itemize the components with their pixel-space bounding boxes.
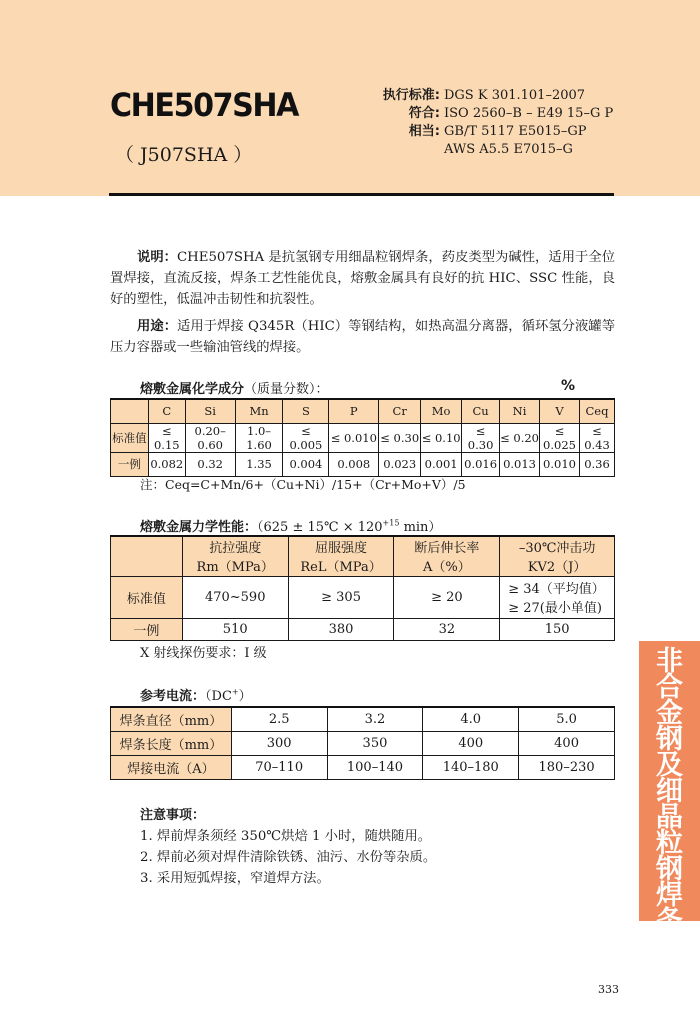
table-cell: 0.004 (283, 452, 329, 476)
standard-row (360, 123, 613, 141)
standard-row (360, 141, 613, 159)
header-line: 断后伸长率 (414, 541, 480, 557)
table-cell: 0.36 (579, 452, 614, 476)
standard-label: 符合: (408, 106, 440, 121)
table-cell: 5.0 (519, 707, 615, 731)
alt-code: （ J507SHA ） (115, 144, 253, 166)
impact-line: ≥ 34（平均值） (508, 582, 605, 597)
impact-line: ≥ 27(最小单值) (508, 601, 602, 616)
mechanical-condition (257, 520, 441, 535)
column-header: Cu (462, 399, 500, 423)
side-category-text: 非合金钢及细晶粒钢焊条 (656, 646, 683, 937)
notice-item: 1. 焊前焊条须经 350℃烘焙 1 小时，随烘随用。 (140, 829, 432, 844)
chemistry-subtitle: （质量分数）： (244, 382, 329, 397)
header-rule (109, 193, 614, 196)
table-cell: 4.0 (423, 707, 519, 731)
row-label: 焊条直径（mm） (111, 707, 232, 731)
standards-list (360, 87, 613, 159)
row-label: 一例 (111, 618, 183, 640)
table-cell: ≤ 0.10 (421, 423, 462, 452)
column-header (500, 536, 615, 576)
table-cell: 470~590 (182, 576, 288, 618)
side-category-tab (639, 641, 700, 937)
table-row (111, 576, 615, 618)
table-cell: 0.016 (462, 452, 500, 476)
table-cell: 1.0–1.60 (235, 423, 283, 452)
table-cell: ≤ 0.43 (579, 423, 614, 452)
table-cell: ≥ 20 (394, 576, 500, 618)
standard-label: 相当: (408, 124, 440, 139)
subtitle-sup: + (231, 687, 239, 697)
table-cell: 0.010 (540, 452, 580, 476)
table-cell: 150 (500, 618, 615, 640)
table-row (111, 707, 615, 731)
chemistry-unit: % (561, 378, 576, 394)
standard-value: ISO 2560–B – E49 15–G P (444, 106, 614, 121)
chemistry-title (140, 378, 329, 397)
current-table (110, 706, 615, 780)
table-cell: 380 (288, 618, 394, 640)
table-cell: 300 (231, 731, 327, 755)
standard-label: 执行标准: (382, 88, 440, 103)
usage-text: 适用于焊接 Q345R（HIC）等钢结构，如热高温分离器，循环氢分液罐等压力容器或一些输油管线的焊接。 (110, 319, 616, 355)
table-cell (500, 576, 615, 618)
header-line: KV2（J） (527, 560, 587, 576)
mechanical-header-row (111, 536, 615, 576)
header-line: 抗拉强度 (209, 541, 262, 557)
mechanical-title (140, 516, 441, 535)
table-cell: 140–180 (423, 755, 519, 779)
table-cell: ≤ 0.025 (540, 423, 580, 452)
chemistry-title-text: 熔敷金属化学成分 (140, 382, 245, 397)
column-header: P (329, 399, 379, 423)
condition-end: min） (399, 520, 442, 535)
header-line: –30℃冲击功 (518, 541, 596, 557)
header-line: A（%） (422, 560, 471, 576)
standard-value: DGS K 301.101–2007 (444, 88, 586, 103)
standard-value: GB/T 5117 E5015–GP (444, 124, 587, 139)
table-cell: 0.023 (379, 452, 421, 476)
column-header: Mo (421, 399, 462, 423)
standard-value: AWS A5.5 E7015–G (444, 142, 573, 157)
column-header: Ceq (579, 399, 614, 423)
header-line: Rm（MPa） (196, 560, 274, 576)
standard-row (360, 87, 613, 105)
table-row (111, 452, 615, 476)
mechanical-title-text: 熔敷金属力学性能： (140, 520, 258, 535)
row-label: 一例 (111, 452, 149, 476)
condition-text: （625 ± 15℃ × 120 (257, 520, 383, 535)
column-header (288, 536, 394, 576)
table-cell: 400 (423, 731, 519, 755)
column-header: V (540, 399, 580, 423)
table-cell: ≤ 0.010 (329, 423, 379, 452)
table-cell: ≤ 0.30 (379, 423, 421, 452)
subtitle-text: （DC (205, 689, 232, 704)
usage-label: 用途： (137, 319, 178, 334)
chemistry-header-row (111, 399, 615, 423)
subtitle-end: ） (238, 689, 252, 704)
table-cell: 0.32 (185, 452, 235, 476)
table-row (111, 618, 615, 640)
column-header: Cr (379, 399, 421, 423)
column-header (182, 536, 288, 576)
table-row (111, 423, 615, 452)
table-cell: 180–230 (519, 755, 615, 779)
table-cell: 32 (394, 618, 500, 640)
description-label: 说明： (137, 250, 177, 265)
current-subtitle (205, 689, 252, 704)
table-cell: ≤ 0.20 (500, 423, 540, 452)
product-code: CHE507SHA (110, 86, 299, 124)
chemistry-table (110, 398, 615, 477)
standard-row (360, 105, 613, 123)
column-header (111, 399, 149, 423)
mechanical-table (110, 535, 615, 641)
notice-item: 2. 焊前必须对焊件清除铁锈、油污、水份等杂质。 (140, 850, 437, 865)
table-cell: 0.082 (148, 452, 185, 476)
row-label: 焊条长度（mm） (111, 731, 232, 755)
table-cell: 100–140 (327, 755, 423, 779)
table-cell: 3.2 (327, 707, 423, 731)
xray-note: X 射线探伤要求：I 级 (140, 646, 267, 661)
table-cell: 510 (182, 618, 288, 640)
column-header: C (148, 399, 185, 423)
table-cell: 400 (519, 731, 615, 755)
column-header (394, 536, 500, 576)
table-cell: 1.35 (235, 452, 283, 476)
column-header: Ni (500, 399, 540, 423)
header-line: ReL（MPa） (300, 560, 382, 576)
column-header: S (283, 399, 329, 423)
table-row (111, 731, 615, 755)
row-label: 标准值 (111, 423, 149, 452)
table-cell: ≤ 0.30 (462, 423, 500, 452)
table-cell: 70–110 (231, 755, 327, 779)
description-paragraph (110, 247, 615, 310)
current-title (140, 685, 252, 704)
table-cell: 0.013 (500, 452, 540, 476)
column-header: Si (185, 399, 235, 423)
column-header (111, 536, 183, 576)
table-cell: 0.001 (421, 452, 462, 476)
table-cell: 2.5 (231, 707, 327, 731)
table-cell: ≤ 0.15 (148, 423, 185, 452)
row-label: 标准值 (111, 576, 183, 618)
usage-paragraph (110, 316, 615, 358)
table-cell: ≥ 305 (288, 576, 394, 618)
header-line: 屈服强度 (315, 541, 368, 557)
notice-title: 注意事项： (140, 808, 206, 823)
ceq-note: 注：Ceq=C+Mn/6+（Cu+Ni）/15+（Cr+Mo+V）/5 (140, 477, 466, 492)
table-cell: 350 (327, 731, 423, 755)
table-cell: ≤ 0.005 (283, 423, 329, 452)
table-cell: 0.008 (329, 452, 379, 476)
condition-sup: +15 (382, 518, 400, 528)
row-label: 焊接电流（A） (111, 755, 232, 779)
column-header: Mn (235, 399, 283, 423)
page-number: 333 (598, 983, 619, 996)
table-row (111, 755, 615, 779)
description-text: CHE507SHA 是抗氢钢专用细晶粒钢焊条，药皮类型为碱性，适用于全位置焊接，直流反接，焊条工艺性能优良，熔敷金属具有良好的抗 HIC、SSC 性能，良好的塑性，低温冲击韧性和抗裂性。 (110, 250, 616, 307)
current-title-text: 参考电流： (140, 689, 206, 704)
table-cell: 0.20–0.60 (185, 423, 235, 452)
notice-item: 3. 采用短弧焊接，窄道焊方法。 (140, 871, 330, 886)
